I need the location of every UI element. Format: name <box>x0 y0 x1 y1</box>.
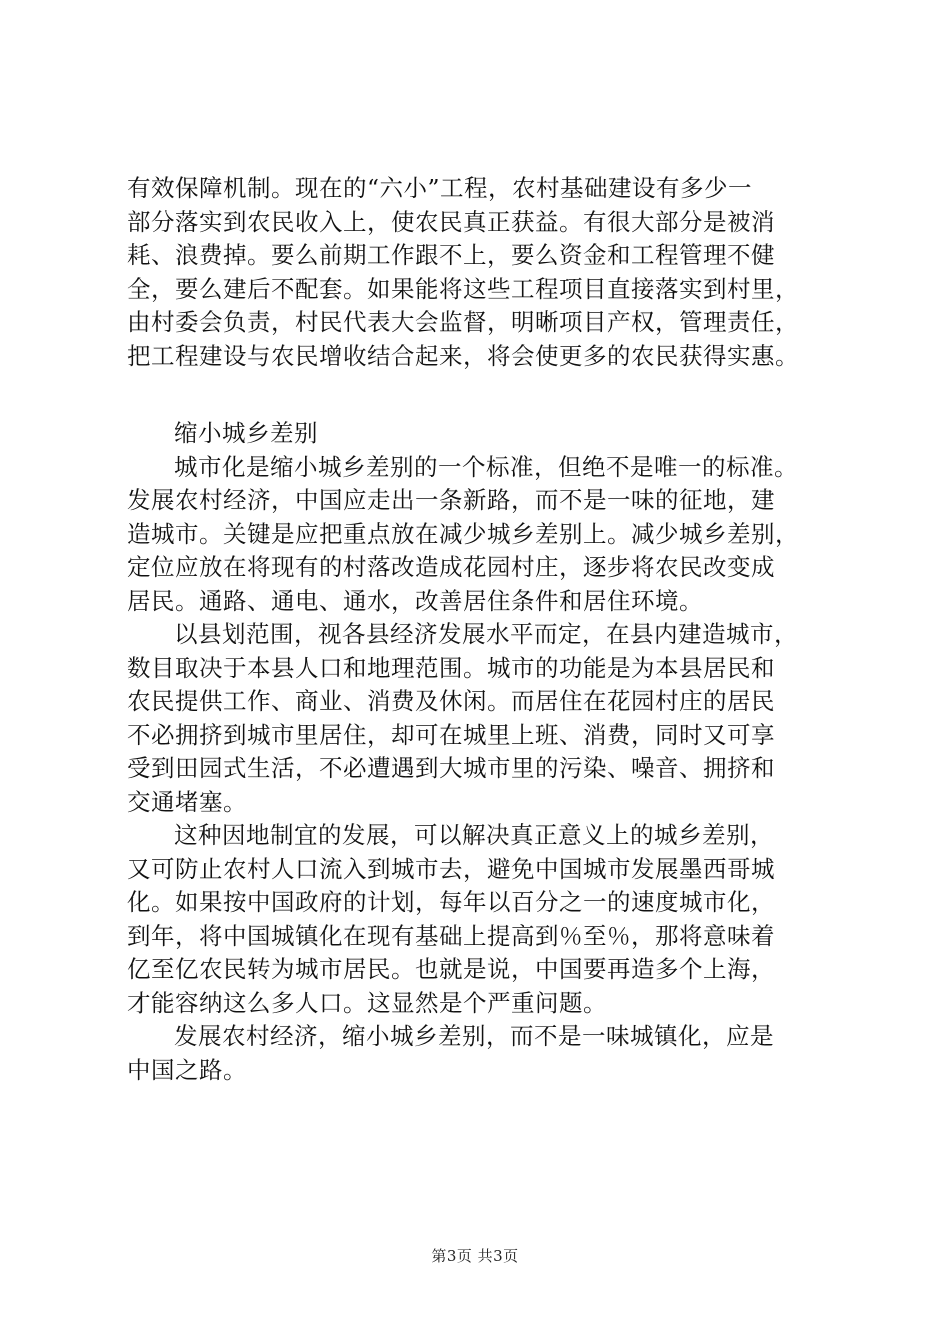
text-line: 有效保障机制。现在的“六小”工程，农村基础建设有多少一 <box>127 174 753 202</box>
text-line: 发展农村经济，中国应走出一条新路，而不是一味的征地，建 <box>127 486 775 514</box>
paragraph-urbanization <box>127 451 832 619</box>
text-line: 农民提供工作、商业、消费及休闲。而居住在花园村庄的居民 <box>127 687 775 715</box>
text-line: 受到田园式生活，不必遭遇到大城市里的污染、噪音、拥挤和 <box>127 754 775 782</box>
text-line: 部分落实到农民收入上，使农民真正获益。有很大部分是被消 <box>127 207 775 236</box>
text-line: 城市化是缩小城乡差别的一个标准，但绝不是唯一的标准。 <box>174 452 798 481</box>
text-line: 化。如果按中国政府的计划，每年以百分之一的速度城市化， <box>127 888 775 916</box>
text-line: 数目取决于本县人口和地理范围。城市的功能是为本县居民和 <box>127 653 775 682</box>
text-line: 才能容纳这么多人口。这显然是个严重问题。 <box>127 988 607 1017</box>
text-line: 耗、浪费掉。要么前期工作跟不上，要么资金和工程管理不健 <box>127 241 775 269</box>
text-line: 不必拥挤到城市里居住，却可在城里上班、消费，同时又可享 <box>127 720 775 749</box>
text-line: 把工程建设与农民增收结合起来，将会使更多的农民获得实惠。 <box>127 341 799 370</box>
text-line: 这种因地制宜的发展，可以解决真正意义上的城乡差别， <box>174 821 774 849</box>
text-line: 亿至亿农民转为城市居民。也就是说，中国要再造多个上海， <box>127 955 775 983</box>
paragraph-county-cities <box>127 618 832 819</box>
text-line: 中国之路。 <box>127 1055 247 1084</box>
document-body <box>127 172 832 1087</box>
paragraph-gap <box>127 373 832 417</box>
paragraph-continued <box>127 172 832 373</box>
text-line: 造城市。关键是应把重点放在减少城乡差别上。减少城乡差别， <box>127 519 799 548</box>
text-line: 又可防止农村人口流入到城市去，避免中国城市发展墨西哥城 <box>127 854 775 883</box>
text-line: 发展农村经济，缩小城乡差别，而不是一味城镇化，应是 <box>174 1022 774 1050</box>
page-number-footer: 第3页 共3页 <box>431 1247 519 1265</box>
text-line: 定位应放在将现有的村落改造成花园村庄，逐步将农民改变成 <box>127 553 775 581</box>
text-line: 居民。通路、通电、通水，改善居住条件和居住环境。 <box>127 586 703 615</box>
section-heading: 缩小城乡差别 <box>174 419 318 447</box>
paragraph-conclusion <box>127 1020 832 1087</box>
text-line: 到年，将中国城镇化在现有基础上提高到％至％，那将意味着 <box>127 921 775 950</box>
text-line: 由村委会负责，村民代表大会监督，明晰项目产权，管理责任， <box>127 308 799 336</box>
paragraph-local-development <box>127 819 832 1020</box>
text-line: 以县划范围，视各县经济发展水平而定，在县内建造城市， <box>174 620 798 648</box>
text-line: 交通堵塞。 <box>127 787 247 816</box>
text-line: 全，要么建后不配套。如果能将这些工程项目直接落实到村里， <box>127 274 799 303</box>
